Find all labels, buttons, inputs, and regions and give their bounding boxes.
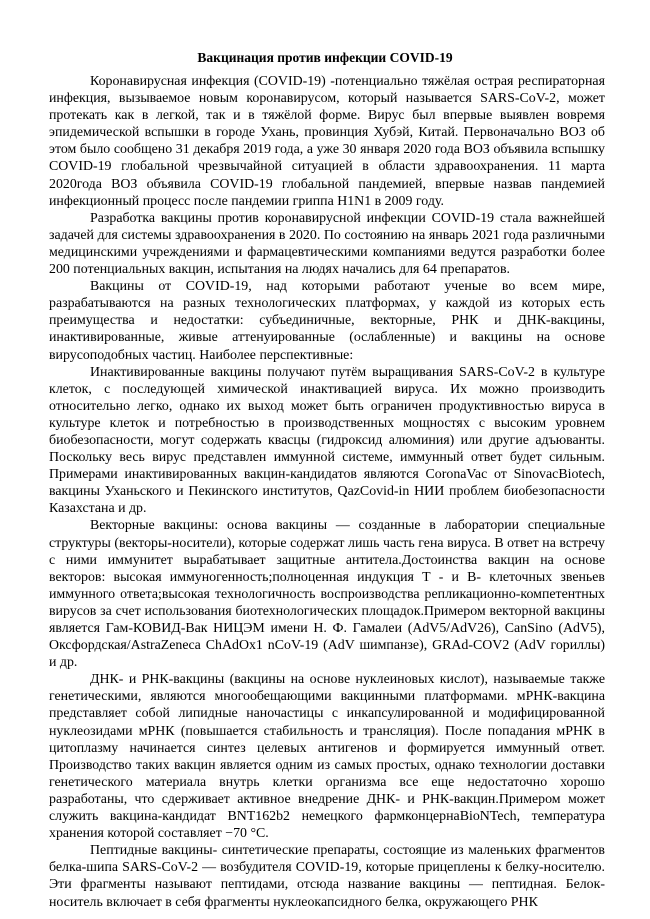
paragraph: ДНК- и РНК-вакцины (вакцины на основе нуклеиновых кислот), называемые также генетическими, являются многообещающими вакцинными платформами. мРНК-вакцина представляет собой липидные наночастицы с инкапсулированной и модифицированной нуклеозидами мРНК (повышается стабильность и трансляция). После попадания мРНК в цитоплазму начинается синтез целевых антигенов и формируется иммунный ответ. Производство таких вакцин является одним из самых простых, однако технологии доставки генетического материала внутрь клетки организма все еще недостаточно хорошо разработаны, что сдерживает активное внедрение ДНК- и РНК-вакцин.Примером может служить вакцина-кандидат BNT162b2 немецкого фармконцернаBioNTech, температура хранения которой составляет −70 °C.: [49, 672, 605, 842]
document-body: [49, 73, 605, 911]
document-title: Вакцинация против инфекции COVID-19: [197, 50, 453, 65]
paragraph: Коронавирусная инфекция (COVID-19) -потенциально тяжёлая острая респираторная инфекция, вызываемое новым коронавирусом, который называется SARS-CoV-2, может протекать как в легкой, так и в тяжёлой форме. Вирус был впервые выявлен вовремя эпидемической вспышки в городе Ухань, провинция Хубэй, Китай. Первоначально ВОЗ об этом было сообщено 31 декабря 2019 года, а уже 30 января 2020 года ВОЗ объявила вспышку COVID-19 глобальной чрезвычайной ситуацией в области здравоохранения. 11 марта 2020года ВОЗ объявила COVID-19 глобальной пандемией, впервые назвав пандемией инфекционный процесс после пандемии гриппа H1N1 в 2009 году.: [49, 74, 605, 209]
paragraph: Пептидные вакцины- синтетические препараты, состоящие из маленьких фрагментов белка-шипа SARS-CoV-2 — возбудителя COVID-19, которые прицеплены к белку-носителю. Эти фрагменты называют пептидами, отсюда название вакцины — пептидная. Белок-носитель включает в себя фрагменты нуклеокапсидного белка, окружающего РНК: [49, 843, 605, 910]
paragraph: Вакцины от COVID-19, над которыми работают ученые во всем мире, разрабатываются на разных технологических платформах, у каждой из которых есть преимущества и недостатки: субъединичные, векторные, РНК и ДНК-вакцины, инактивированные, живые аттенуированные (ослабленные) и вакцины на основе вирусоподобных частиц. Наиболее перспективные:: [49, 279, 605, 363]
paragraph: Векторные вакцины: основа вакцины — созданные в лаборатории специальные структуры (векторы-носители), которые содержат лишь часть гена вируса. В ответ на встречу с ними иммунитет вырабатывает защитные антитела.Достоинства вакцин на основе векторов: высокая иммуногенность;полноценная индукция Т - и В- клеточных звеньев иммунного ответа;высокая технологичность воспроизводства репликационно-компетентных вирусов за счет использования биотехнологических площадок.Примером векторной вакцины является Гам-КОВИД-Вак НИЦЭМ имени Н. Ф. Гамалеи (AdV5/AdV26), CanSino (AdV5), Оксфордская/AstraZeneca ChAdOx1 nCoV-19 (AdV шимпанзе), GRAd-COV2 (AdV гориллы) и др.: [49, 518, 605, 671]
paragraph: Разработка вакцины против коронавирусной инфекции COVID-19 стала важнейшей задачей для системы здравоохранения в 2020. По состоянию на январь 2021 года различными медицинскими учреждениями и фармацевтическими компаниями ведутся разработки более 200 потенциальных вакцин, испытания на людях начались для 64 препаратов.: [49, 210, 605, 278]
paragraph: Инактивированные вакцины получают путём выращивания SARS-CoV-2 в культуре клеток, с последующей химической инактивацией вируса. Их можно производить относительно легко, однако их выход может быть ограничен продуктивностью вируса в культуре клеток и потребностью в производственных мощностях с высоким уровнем биобезопасности, могут содержать квасцы (гидроксид алюминия) или другие адъюванты. Поскольку весь вирус представлен иммунной системе, иммунный ответ будет сильным. Примерами инактивированных вакцин-кандидатов являются CoronaVac от SinovacBiotech, вакцины Уханьского и Пекинского институтов, QazCovid-in НИИ проблем биобезопасности Казахстана и др.: [49, 364, 605, 517]
